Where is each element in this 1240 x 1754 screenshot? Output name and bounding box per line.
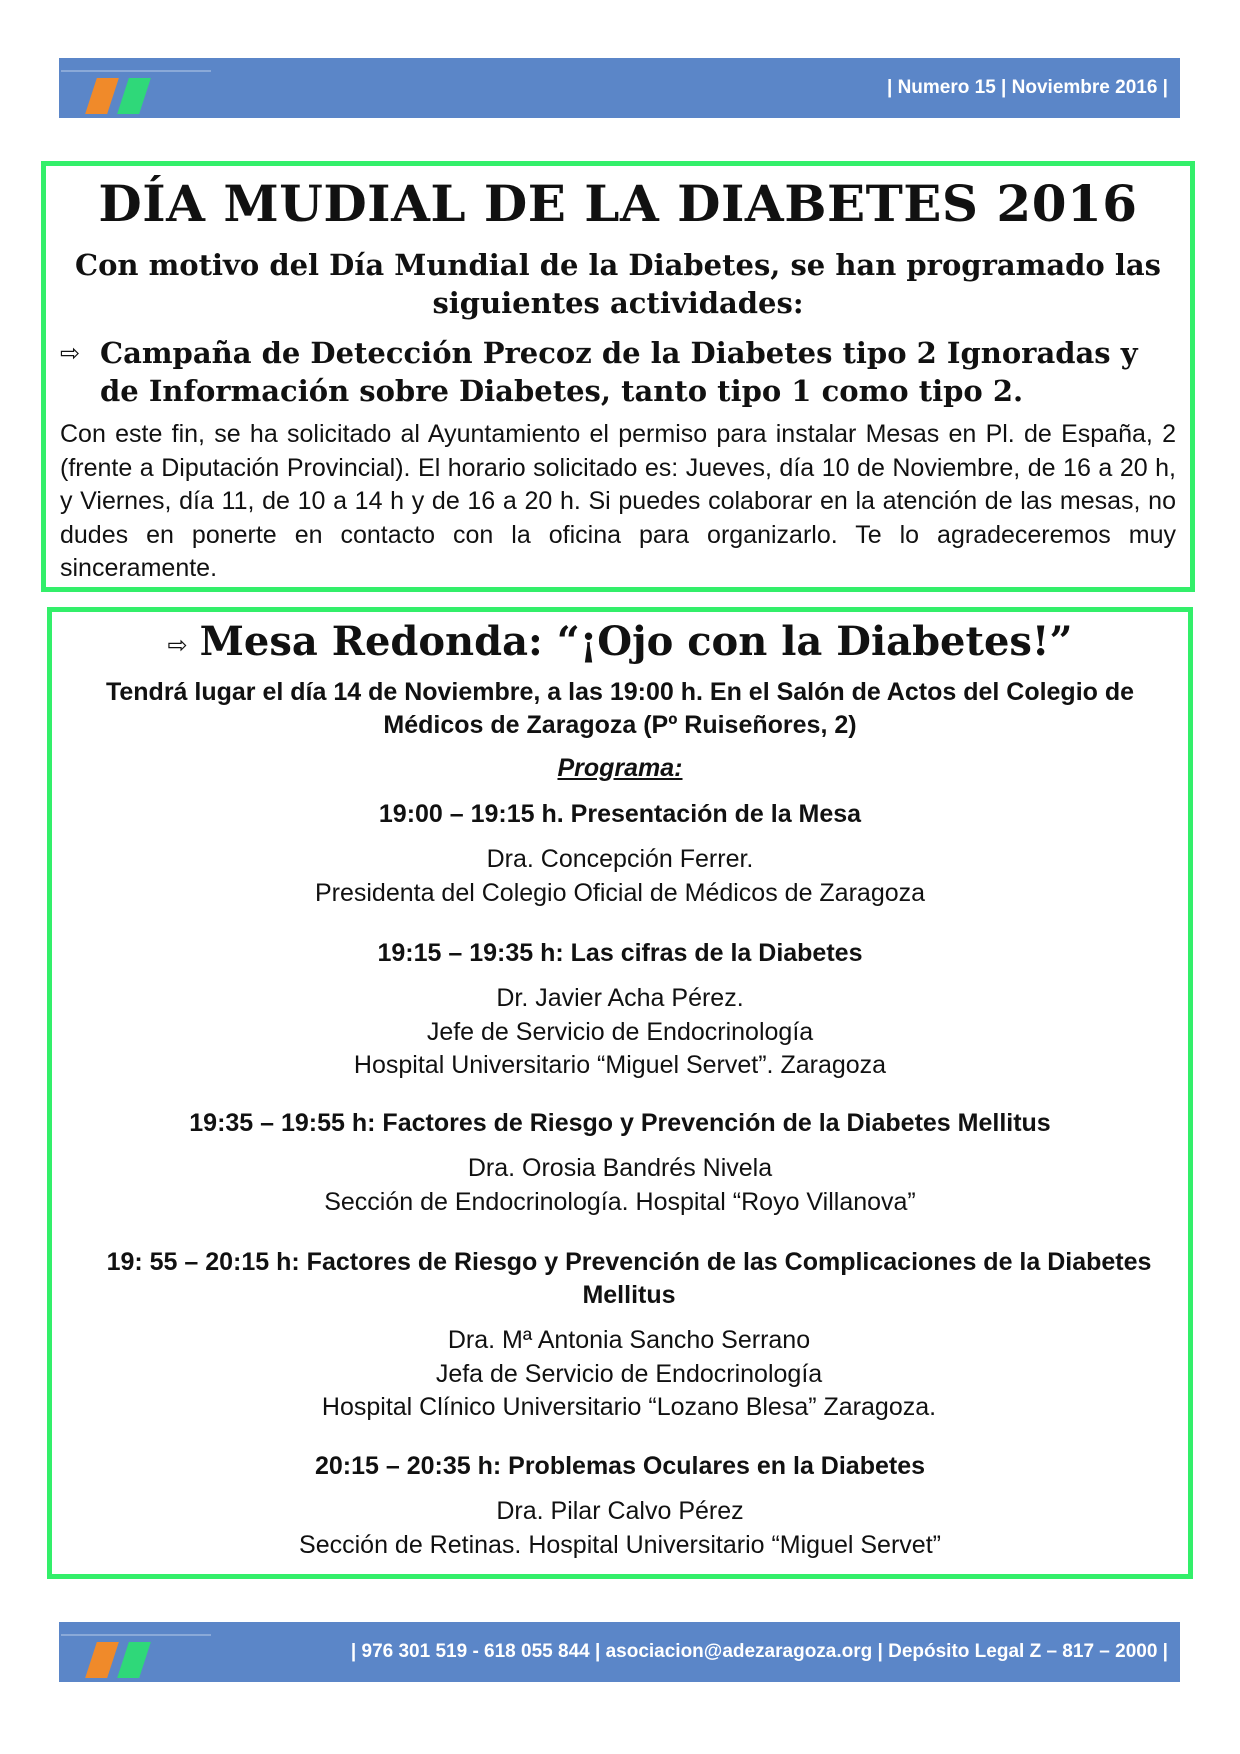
- round-table-title-text: Mesa Redonda: “¡Ojo con la Diabetes!”: [199, 618, 1073, 665]
- session-item: [72, 1450, 1168, 1562]
- world-diabetes-day-box: [41, 161, 1195, 592]
- arrow-right-icon: ⇨: [60, 339, 81, 367]
- session-affiliation: Sección de Endocrinología. Hospital “Royo Villanova”: [324, 1187, 916, 1216]
- session-speaker: Dra. Concepción Ferrer.: [486, 845, 754, 873]
- session-title: 19:00 – 19:15 h. Presentación de la Mesa: [378, 800, 862, 828]
- footer-bar: [59, 1622, 1180, 1682]
- session-affiliation: Hospital Clínico Universitario “Lozano Blesa” Zaragoza.: [321, 1393, 937, 1421]
- session-affiliation: Sección de Retinas. Hospital Universitario “Miguel Servet”: [299, 1530, 941, 1559]
- round-table-title: [52, 618, 1188, 665]
- session-item: [82, 1246, 1176, 1425]
- session-item: [72, 798, 1168, 910]
- intro-text: Con motivo del Día Mundial de la Diabetes, se han programado las siguientes actividades:: [75, 248, 1161, 320]
- session-speaker: Dra. Orosia Bandrés Nivela: [467, 1154, 773, 1182]
- session-affiliation: Presidenta del Colegio Oficial de Médicos de Zaragoza: [314, 878, 926, 907]
- session-title: 19: 55 – 20:15 h: Factores de Riesgo y Prevención de las Complicaciones de la Diabetes Mellitus: [106, 1248, 1152, 1309]
- session-affiliation: Jefe de Servicio de Endocrinología: [426, 1017, 814, 1046]
- round-table-box: [47, 607, 1193, 1579]
- session-title: 20:15 – 20:35 h: Problemas Oculares en la Diabetes: [314, 1452, 926, 1480]
- page-title: DÍA MUDIAL DE LA DIABETES 2016: [98, 174, 1138, 233]
- session-speaker: Dr. Javier Acha Pérez.: [496, 984, 744, 1012]
- session-affiliation: Hospital Universitario “Miguel Servet”. Zaragoza: [353, 1051, 887, 1079]
- issue-info: | Numero 15 | Noviembre 2016 |: [886, 77, 1168, 98]
- session-speaker: Dra. Mª Antonia Sancho Serrano: [447, 1326, 811, 1354]
- session-item: [72, 937, 1168, 1083]
- logo-stripes-icon: [91, 74, 171, 106]
- session-speaker: Dra. Pilar Calvo Pérez: [496, 1497, 744, 1525]
- logo-stripes-icon: [91, 1638, 171, 1670]
- session-title: 19:15 – 19:35 h: Las cifras de la Diabetes: [377, 939, 863, 967]
- header-bar: [59, 58, 1180, 118]
- arrow-right-icon: ⇨: [167, 631, 188, 659]
- contact-info: | 976 301 519 - 618 055 844 | asociacion@adezaragoza.org | Depósito Legal Z – 817 – 2000 |: [350, 1641, 1168, 1662]
- programa-heading: Programa:: [557, 754, 683, 782]
- campaign-paragraph: Con este fin, se ha solicitado al Ayuntamiento el permiso para instalar Mesas en Pl. de España, 2 (frente a Diputación Provincial). El horario solicitado es: Jueves, día 10 de Noviembre, de 16 a 20 h, y Viernes, día 11, de 10 a 14 h y de 16 a 20 h. Si puedes colaborar en la atención de las mesas, no dudes en ponerte en contacto con la oficina para organizarlo. Te lo agradeceremos muy sinceramente.: [60, 420, 1176, 582]
- session-title: 19:35 – 19:55 h: Factores de Riesgo y Prevención de la Diabetes Mellitus: [189, 1109, 1051, 1137]
- session-affiliation: Jefa de Servicio de Endocrinología: [435, 1359, 823, 1388]
- session-item: [72, 1107, 1168, 1219]
- event-info: Tendrá lugar el día 14 de Noviembre, a las 19:00 h. En el Salón de Actos del Colegio de Médicos de Zaragoza (Pº Ruiseñores, 2): [105, 678, 1135, 739]
- campaign-bullet: [60, 334, 1176, 410]
- campaign-text: Campaña de Detección Precoz de la Diabetes tipo 2 Ignoradas y de Información sobre Diabetes, tanto tipo 1 como tipo 2.: [100, 336, 1138, 408]
